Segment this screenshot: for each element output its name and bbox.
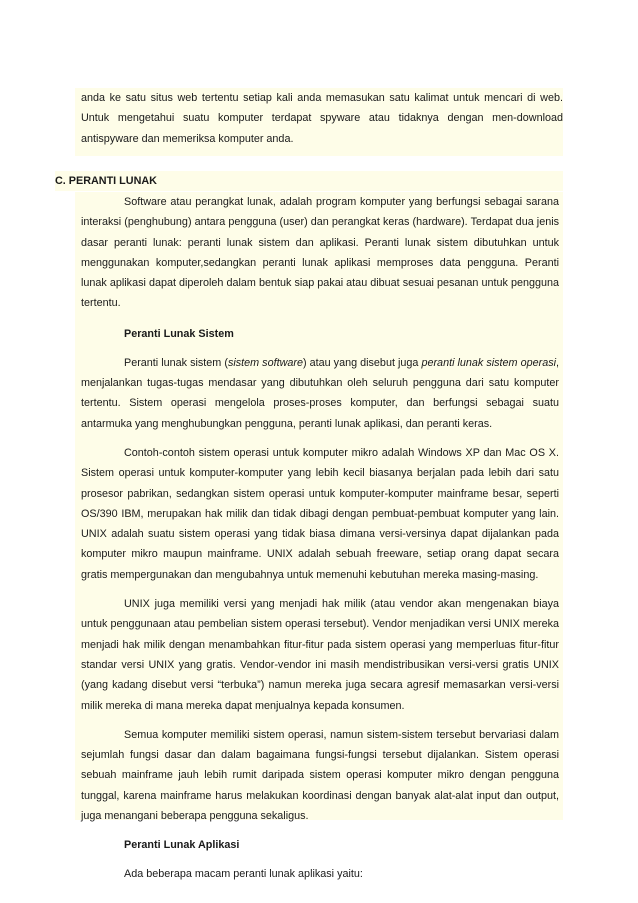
application-software-heading: Peranti Lunak Aplikasi bbox=[124, 839, 240, 852]
p1-italic-2: peranti lunak sistem operasi bbox=[421, 356, 557, 369]
intro-block bbox=[75, 88, 563, 156]
p1-text-a: Peranti lunak sistem ( bbox=[124, 356, 228, 369]
system-software-heading: Peranti Lunak Sistem bbox=[124, 327, 234, 340]
system-software-paragraph-4: Semua komputer memiliki sistem operasi, namun sistem-sistem tersebut bervariasi dalam sejumlah fungsi dasar dan dalam bagaimana fungsi-fungsi tersebut dijalankan. Sistem operasi sebuah mainframe jauh lebih rumit daripada sistem operasi komputer mikro dengan pengguna tunggal, karena mainframe harus melakukan koordinasi dengan banyak alat-alat input dan output, juga menangani beberapa pengguna sekaligus. bbox=[81, 728, 559, 823]
software-paragraph: Software atau perangkat lunak, adalah program komputer yang berfungsi sebagai sarana interaksi (penghubung) antara pengguna (user) dan perangkat keras (hardware). Terdapat dua jenis dasar peranti lunak: peranti lunak sistem dan aplikasi. Peranti lunak sistem dibutuhkan untuk menggunakan komputer,sedangkan peranti lunak aplikasi memproses data pengguna. Peranti lunak aplikasi dapat diperoleh dalam bentuk siap pakai atau dibuat sesuai pesanan untuk pengguna tertentu. bbox=[81, 196, 559, 310]
p1-text-b: ) atau yang disebut juga bbox=[302, 356, 422, 369]
system-software-paragraph-3: UNIX juga memiliki versi yang menjadi hak milik (atau vendor akan mengenakan biaya untuk penggunaan atau pembelian sistem operasi tersebut). Vendor menjadikan versi UNIX mereka menjadi hak milik dengan menambahkan fitur-fitur pada sistem operasi yang memperluas fitur-fitur standar versi UNIX yang gratis. Vendor-vendor ini masih mendistribusikan versi-versi gratis UNIX (yang kadang disebut versi “terbuka”) namun mereka juga secara agresif memasarkan versi-versi milik mereka di mana mereka dapat menjualnya kepada konsumen. bbox=[81, 598, 559, 712]
application-software-paragraph: Ada beberapa macam peranti lunak aplikasi yaitu: bbox=[124, 868, 363, 881]
p1-text-c: , menjalankan tugas-tugas mendasar yang dibutuhkan oleh seluruh pengguna dari satu komputer tertentu. Sistem operasi mengelola proses-proses komputer, dan berfungsi sebagai suatu antarmuka yang menghubungkan pengguna, peranti lunak aplikasi, dan peranti keras. bbox=[81, 356, 560, 430]
section-body bbox=[75, 192, 563, 881]
intro-paragraph: anda ke satu situs web tertentu setiap kali anda memasukan satu kalimat untuk mencari di web. Untuk mengetahui suatu komputer terdapat spyware atau tidaknya dengan men-download antispyware dan memeriksa komputer anda. bbox=[81, 92, 563, 145]
system-software-paragraph-2: Contoh-contoh sistem operasi untuk komputer mikro adalah Windows XP dan Mac OS X. Sistem operasi untuk komputer-komputer yang lebih kecil biasanya berjalan pada lebih dari satu prosesor pabrikan, sedangkan sistem operasi untuk komputer-komputer mainframe besar, seperti OS/390 IBM, merupakan hak milik dan tidak dibagi dengan pembuat-pembuat komputer yang lain. UNIX adalah suatu sistem operasi yang tidak biasa dimana versi-versinya dapat dijalankan pada komputer mikro maupun mainframe. UNIX adalah sebuah freeware, setiap orang dapat secara gratis mempergunakan dan mengubahnya untuk memenuhi kebutuhan mereka masing-masing. bbox=[81, 446, 559, 581]
section-heading-bar bbox=[55, 171, 563, 191]
system-software-paragraph-1 bbox=[81, 353, 559, 434]
p1-italic-1: sistem software bbox=[227, 356, 303, 369]
section-heading: C. PERANTI LUNAK bbox=[55, 175, 157, 187]
